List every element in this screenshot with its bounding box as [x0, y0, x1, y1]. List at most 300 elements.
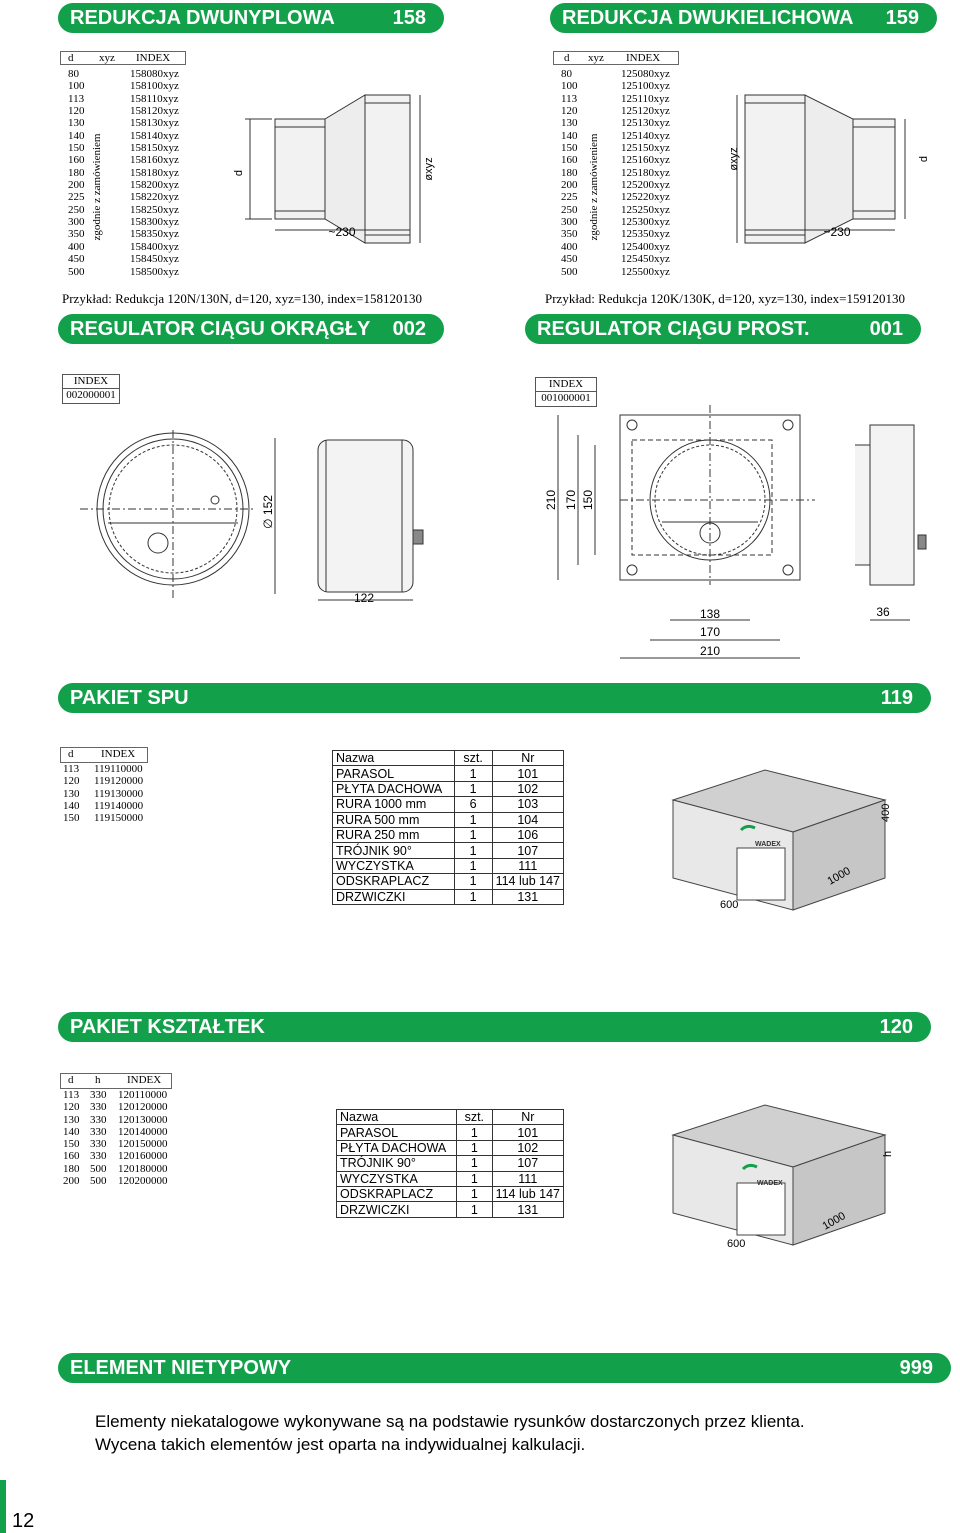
cell-d: 150	[63, 1138, 80, 1151]
page-number: 12	[12, 1510, 35, 1532]
part-number: 131	[492, 1202, 563, 1217]
cell-d: 150	[63, 812, 80, 825]
table-row	[60, 800, 148, 812]
table-row	[60, 80, 186, 92]
part-qty: szt.	[457, 1110, 493, 1125]
table-row	[60, 191, 186, 203]
cell-index: 125100xyz	[621, 80, 670, 93]
dim-w138: 138	[699, 607, 721, 621]
part-number: Nr	[492, 751, 563, 766]
xyz-note: zgodnie z zamówieniem	[588, 133, 600, 241]
part-name: RURA 1000 mm	[333, 797, 455, 812]
part-name: DRZWICZKI	[333, 889, 455, 904]
parts-row	[337, 1125, 564, 1140]
cell-index: 120150000	[118, 1138, 168, 1151]
cell-h: 330	[90, 1101, 107, 1114]
table-row	[60, 1150, 172, 1162]
cell-d: 400	[68, 240, 85, 253]
table-row	[60, 253, 186, 265]
reducer-159-drawing	[725, 75, 945, 255]
section-number: 159	[885, 7, 919, 29]
cell-index: 158120xyz	[130, 105, 179, 118]
cell-index: 120200000	[118, 1175, 168, 1188]
index-box-002	[62, 374, 120, 404]
part-qty: 1	[454, 874, 492, 889]
parts-row	[337, 1140, 564, 1155]
cell-d: 450	[68, 253, 85, 266]
cell-d: 225	[561, 191, 578, 204]
example-158: Przykład: Redukcja 120N/130N, d=120, xyz=130, index=158120130	[62, 291, 422, 306]
cell-index: 120120000	[118, 1101, 168, 1114]
table-row	[60, 130, 186, 142]
part-number: 131	[492, 889, 563, 904]
cell-h: 330	[90, 1125, 107, 1138]
index-header: INDEX	[63, 375, 119, 389]
section-title: REGULATOR CIĄGU PROST.	[537, 318, 810, 340]
cell-index: 120140000	[118, 1125, 168, 1138]
table-rows	[60, 68, 186, 278]
part-number: 114 lub 147	[492, 874, 563, 889]
parts-row	[333, 781, 564, 796]
cell-index: 158250xyz	[130, 203, 179, 216]
part-number: 103	[492, 797, 563, 812]
cell-d: 130	[68, 117, 85, 130]
parts-row	[333, 812, 564, 827]
xyz-note: zgodnie z zamówieniem	[91, 133, 103, 241]
cell-d: 113	[63, 763, 80, 775]
cell-index: 125160xyz	[621, 154, 670, 167]
cell-d: 500	[561, 265, 578, 278]
col-xyz: xyz	[99, 52, 115, 64]
section-banner-999	[58, 1353, 951, 1383]
cell-d: 80	[68, 68, 79, 80]
parts-row	[337, 1171, 564, 1186]
note-line-2: Wycena takich elementów jest oparta na indywidualnej kalkulacji.	[95, 1435, 586, 1454]
dim-length: 1000	[825, 864, 853, 888]
section-title: ELEMENT NIETYPOWY	[70, 1357, 292, 1379]
col-d: d	[68, 1074, 74, 1086]
cell-d: 120	[561, 105, 578, 118]
col-index: INDEX	[626, 52, 661, 64]
table-row	[60, 105, 186, 117]
cell-index: 125200xyz	[621, 179, 670, 192]
dim-height: 400	[880, 803, 892, 822]
parts-header-row	[333, 751, 564, 766]
cell-h: 330	[90, 1138, 107, 1151]
table-row	[60, 812, 148, 824]
cell-d: 130	[63, 787, 80, 800]
cell-index: 125150xyz	[621, 142, 670, 155]
cell-index: 119120000	[94, 775, 144, 788]
regulator-round-drawing	[80, 430, 460, 610]
cell-index: 158180xyz	[130, 166, 179, 179]
part-name: WYCZYSTKA	[337, 1171, 457, 1186]
cell-d: 225	[68, 191, 85, 204]
cell-index: 125110xyz	[621, 92, 670, 105]
cell-index: 119140000	[94, 799, 144, 812]
cell-index: 158300xyz	[130, 216, 179, 229]
cell-d: 200	[561, 179, 578, 192]
dim-w36: 36	[876, 605, 890, 619]
cell-d: 250	[561, 203, 578, 216]
col-d: d	[564, 52, 570, 64]
note-line-1: Elementy niekatalogowe wykonywane są na podstawie rysunków dostarczonych przez klienta.	[95, 1412, 805, 1431]
col-index: INDEX	[127, 1074, 162, 1086]
parts-header-row	[337, 1110, 564, 1125]
cell-d: 300	[561, 216, 578, 229]
regulator-square-drawing	[540, 405, 930, 665]
part-name: ODSKRAPLACZ	[337, 1186, 457, 1201]
table-row	[60, 763, 148, 775]
part-qty: 1	[457, 1202, 493, 1217]
table-row	[553, 266, 679, 278]
dim-w210: 210	[699, 644, 721, 658]
part-qty: szt.	[454, 751, 492, 766]
dim-height: h	[882, 1150, 894, 1157]
table-row	[553, 105, 679, 117]
cell-d: 450	[561, 253, 578, 266]
part-number: 102	[492, 781, 563, 796]
cell-index: 125220xyz	[621, 191, 670, 204]
dim-xyz: øxyz	[728, 147, 740, 171]
table-row	[553, 130, 679, 142]
section-title: REDUKCJA DWUNYPLOWA	[70, 7, 335, 29]
cell-index: 158080xyz	[130, 68, 179, 80]
table-row	[60, 179, 186, 191]
table-row	[60, 788, 148, 800]
part-number: 101	[492, 1125, 563, 1140]
cell-index: 125500xyz	[621, 265, 670, 278]
part-name: PŁYTA DACHOWA	[333, 781, 455, 796]
parts-row	[337, 1156, 564, 1171]
cell-d: 160	[63, 1150, 80, 1163]
parts-row	[333, 889, 564, 904]
cell-index: 158500xyz	[130, 265, 179, 278]
cell-d: 100	[68, 80, 85, 93]
dim-depth: 122	[353, 591, 375, 605]
parts-table-119	[332, 750, 564, 905]
dim-width: 600	[727, 1238, 746, 1250]
table-row	[60, 117, 186, 129]
table-row	[60, 241, 186, 253]
table-header-row	[60, 1073, 172, 1089]
table-row	[60, 154, 186, 166]
table-row	[553, 117, 679, 129]
part-name: PARASOL	[333, 766, 455, 781]
table-header-row	[60, 51, 186, 65]
part-qty: 1	[454, 766, 492, 781]
part-qty: 1	[457, 1186, 493, 1201]
part-number: 104	[492, 812, 563, 827]
section-number: 158	[392, 7, 426, 29]
section-title: PAKIET SPU	[70, 687, 189, 709]
part-qty: 1	[457, 1140, 493, 1155]
parts-row	[333, 827, 564, 842]
part-name: RURA 250 mm	[333, 827, 455, 842]
table-row	[60, 1114, 172, 1126]
cell-d: 200	[63, 1175, 80, 1188]
cell-d: 180	[63, 1162, 80, 1175]
col-index: INDEX	[101, 748, 136, 760]
section-number: 120	[879, 1016, 913, 1038]
part-number: Nr	[492, 1110, 563, 1125]
dim-h170: 170	[564, 489, 578, 511]
table-row	[553, 253, 679, 265]
table-row	[60, 167, 186, 179]
cell-d: 150	[68, 142, 85, 155]
cell-d: 140	[561, 129, 578, 142]
table-row	[553, 191, 679, 203]
part-name: PŁYTA DACHOWA	[337, 1140, 457, 1155]
cell-index: 158110xyz	[130, 92, 179, 105]
part-name: PARASOL	[337, 1125, 457, 1140]
cell-d: 120	[63, 1101, 80, 1114]
table-header-row	[60, 747, 148, 763]
cell-d: 250	[68, 203, 85, 216]
dim-d: d	[233, 169, 245, 177]
table-row	[60, 775, 148, 787]
cell-index: 158200xyz	[130, 179, 179, 192]
part-name: WYCZYSTKA	[333, 858, 455, 873]
part-name: Nazwa	[337, 1110, 457, 1125]
part-qty: 1	[457, 1125, 493, 1140]
table-rows	[553, 68, 679, 278]
brand-logo: WADEX	[757, 1180, 783, 1187]
section-banner-119	[58, 683, 931, 713]
cell-index: 125250xyz	[621, 203, 670, 216]
cell-index: 158450xyz	[130, 253, 179, 266]
cell-d: 80	[561, 68, 572, 80]
table-159	[553, 51, 679, 279]
dim-w170: 170	[699, 625, 721, 639]
part-number: 107	[492, 1156, 563, 1171]
table-119	[60, 747, 148, 824]
package-box-119	[665, 770, 915, 920]
table-row	[553, 142, 679, 154]
part-number: 111	[492, 1171, 563, 1186]
part-number: 114 lub 147	[492, 1186, 563, 1201]
section-banner-001	[525, 314, 921, 344]
table-row	[60, 1163, 172, 1175]
part-number: 111	[492, 858, 563, 873]
cell-index: 125130xyz	[621, 117, 670, 130]
dim-h150: 150	[581, 489, 595, 511]
dim-length: ~230	[328, 225, 356, 239]
cell-d: 400	[561, 240, 578, 253]
cell-index: 125140xyz	[621, 129, 670, 142]
part-qty: 1	[454, 781, 492, 796]
page-tab	[0, 1480, 6, 1533]
cell-d: 113	[561, 92, 578, 105]
cell-index: 119150000	[94, 812, 144, 825]
cell-index: 158130xyz	[130, 117, 179, 130]
section-banner-158	[58, 3, 444, 33]
cell-index: 158350xyz	[130, 228, 179, 241]
part-number: 106	[492, 827, 563, 842]
cell-d: 300	[68, 216, 85, 229]
cell-index: 119110000	[94, 763, 143, 775]
table-row	[60, 204, 186, 216]
part-number: 107	[492, 843, 563, 858]
table-row	[60, 266, 186, 278]
parts-row	[333, 874, 564, 889]
section-number: 999	[899, 1357, 933, 1379]
cell-index: 125180xyz	[621, 166, 670, 179]
reducer-158-drawing	[230, 75, 450, 255]
table-row	[553, 179, 679, 191]
dim-xyz: øxyz	[423, 157, 435, 181]
cell-d: 350	[68, 228, 85, 241]
dim-length: ~230	[823, 225, 851, 239]
table-row	[553, 204, 679, 216]
part-qty: 6	[454, 797, 492, 812]
cell-index: 120180000	[118, 1162, 168, 1175]
parts-row	[333, 797, 564, 812]
section-number: 119	[880, 687, 913, 709]
part-qty: 1	[457, 1171, 493, 1186]
table-row	[553, 228, 679, 240]
cell-d: 120	[63, 775, 80, 788]
table-row	[60, 93, 186, 105]
cell-h: 330	[90, 1150, 107, 1163]
cell-index: 119130000	[94, 787, 144, 800]
cell-index: 125120xyz	[621, 105, 670, 118]
section-banner-120	[58, 1012, 931, 1042]
table-row	[553, 93, 679, 105]
cell-h: 500	[90, 1162, 107, 1175]
col-d: d	[68, 748, 74, 760]
part-qty: 1	[454, 827, 492, 842]
section-number: 002	[392, 318, 426, 340]
cell-d: 150	[561, 142, 578, 155]
table-row	[553, 241, 679, 253]
part-qty: 1	[454, 858, 492, 873]
table-row	[553, 216, 679, 228]
cell-index: 120110000	[118, 1089, 168, 1101]
cell-d: 100	[561, 80, 578, 93]
cell-d: 140	[63, 1125, 80, 1138]
cell-d: 130	[63, 1113, 80, 1126]
col-index: INDEX	[136, 52, 171, 64]
cell-d: 350	[561, 228, 578, 241]
cell-index: 158220xyz	[130, 191, 179, 204]
table-row	[60, 68, 186, 80]
cell-d: 200	[68, 179, 85, 192]
cell-d: 160	[68, 154, 85, 167]
cell-index: 125300xyz	[621, 216, 670, 229]
cell-d: 113	[63, 1089, 80, 1101]
package-box-120	[665, 1105, 915, 1255]
cell-h: 330	[90, 1113, 107, 1126]
section-banner-002	[58, 314, 444, 344]
parts-table-120	[336, 1109, 564, 1218]
cell-d: 500	[68, 265, 85, 278]
table-row	[60, 1089, 172, 1101]
cell-d: 140	[63, 799, 80, 812]
cell-index: 125400xyz	[621, 240, 670, 253]
cell-index: 120160000	[118, 1150, 168, 1163]
parts-row	[333, 843, 564, 858]
parts-row	[333, 766, 564, 781]
part-name: TRÓJNIK 90°	[337, 1156, 457, 1171]
table-row	[60, 228, 186, 240]
index-value: 001000001	[541, 392, 591, 404]
table-row	[553, 68, 679, 80]
part-name: RURA 500 mm	[333, 812, 455, 827]
table-row	[60, 1101, 172, 1113]
part-name: TRÓJNIK 90°	[333, 843, 455, 858]
dim-diameter: ∅ 152	[261, 495, 275, 529]
part-qty: 1	[454, 843, 492, 858]
cell-d: 180	[561, 166, 578, 179]
table-row	[553, 80, 679, 92]
table-120	[60, 1073, 172, 1187]
cell-index: 125450xyz	[621, 253, 670, 266]
cell-index: 158400xyz	[130, 240, 179, 253]
part-name: Nazwa	[333, 751, 455, 766]
table-rows	[60, 1089, 172, 1187]
part-name: DRZWICZKI	[337, 1202, 457, 1217]
cell-index: 120130000	[118, 1113, 168, 1126]
index-box-001	[535, 377, 597, 407]
parts-row	[337, 1186, 564, 1201]
example-159: Przykład: Redukcja 120K/130K, d=120, xyz=130, index=159120130	[545, 291, 905, 306]
col-xyz: xyz	[588, 52, 604, 64]
cell-index: 158100xyz	[130, 80, 179, 93]
cell-d: 113	[68, 92, 85, 105]
brand-logo: WADEX	[755, 841, 781, 848]
table-rows	[60, 763, 148, 824]
cell-d: 180	[68, 166, 85, 179]
cell-d: 130	[561, 117, 578, 130]
dim-d: d	[918, 155, 930, 163]
cell-index: 158160xyz	[130, 154, 179, 167]
part-qty: 1	[454, 812, 492, 827]
index-value: 002000001	[66, 389, 116, 401]
section-title: REDUKCJA DWUKIELICHOWA	[562, 7, 854, 29]
cell-index: 125080xyz	[621, 68, 670, 80]
index-header: INDEX	[536, 378, 596, 392]
table-row	[553, 167, 679, 179]
table-header-row	[553, 51, 679, 65]
part-number: 102	[492, 1140, 563, 1155]
cell-d: 160	[561, 154, 578, 167]
table-row	[60, 1138, 172, 1150]
dim-width: 600	[720, 899, 739, 911]
col-d: d	[68, 52, 74, 64]
cell-h: 500	[90, 1175, 107, 1188]
section-banner-159	[550, 3, 937, 33]
part-name: ODSKRAPLACZ	[333, 874, 455, 889]
part-qty: 1	[457, 1156, 493, 1171]
section-title: REGULATOR CIĄGU OKRĄGŁY	[70, 318, 371, 340]
section-title: PAKIET KSZTAŁTEK	[70, 1016, 265, 1038]
section-number: 001	[869, 318, 903, 340]
table-row	[60, 1175, 172, 1187]
dim-h210: 210	[544, 489, 558, 511]
cell-d: 140	[68, 129, 85, 142]
table-158	[60, 51, 186, 279]
table-row	[60, 142, 186, 154]
cell-index: 158150xyz	[130, 142, 179, 155]
table-row	[553, 154, 679, 166]
col-h: h	[95, 1074, 101, 1086]
table-row	[60, 216, 186, 228]
part-qty: 1	[454, 889, 492, 904]
cell-index: 158140xyz	[130, 129, 179, 142]
cell-d: 120	[68, 105, 85, 118]
parts-row	[333, 858, 564, 873]
